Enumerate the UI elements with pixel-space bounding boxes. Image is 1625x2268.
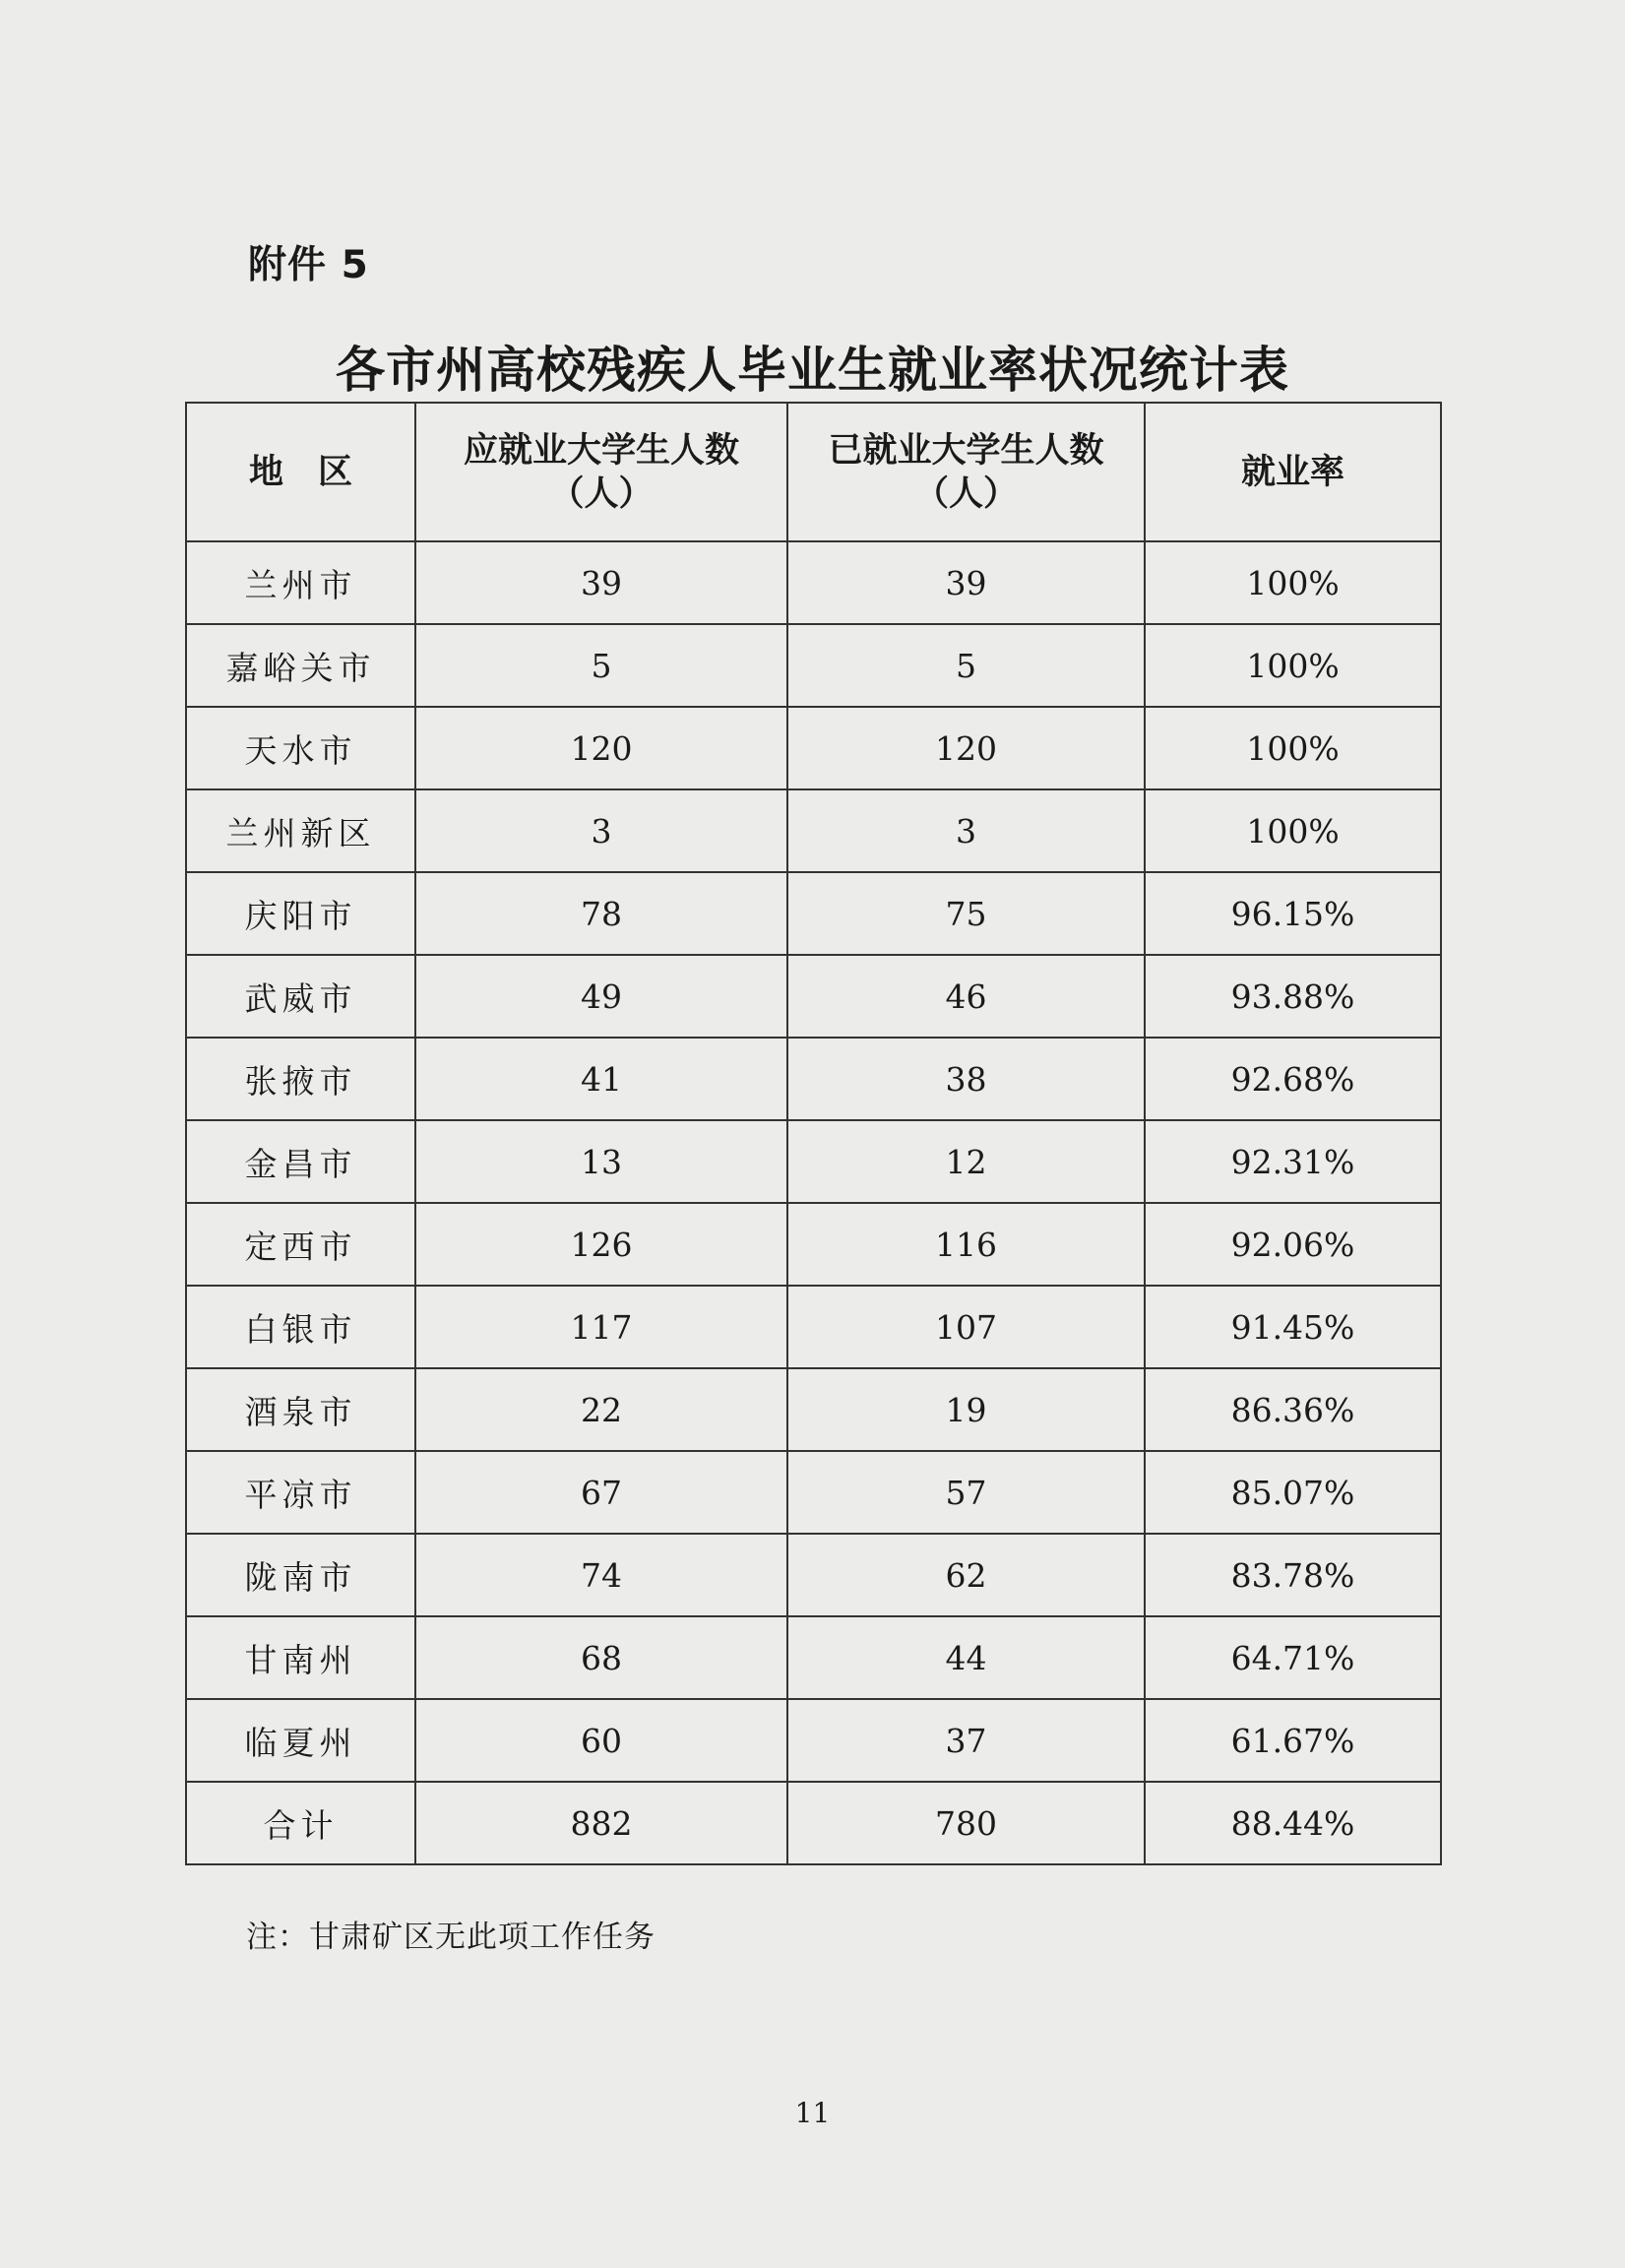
table-row	[186, 541, 1441, 624]
cell-employed: 5	[787, 624, 1145, 707]
table-row	[186, 1368, 1441, 1451]
cell-expected: 13	[415, 1120, 787, 1203]
cell-region: 张掖市	[186, 1038, 415, 1120]
cell-employed: 46	[787, 955, 1145, 1038]
table-row	[186, 955, 1441, 1038]
cell-employed: 75	[787, 872, 1145, 955]
cell-rate: 96.15%	[1145, 872, 1441, 955]
cell-region: 天水市	[186, 707, 415, 789]
cell-rate: 100%	[1145, 707, 1441, 789]
cell-rate: 93.88%	[1145, 955, 1441, 1038]
table-row	[186, 707, 1441, 789]
cell-rate: 61.67%	[1145, 1699, 1441, 1782]
cell-region: 合计	[186, 1782, 415, 1864]
cell-employed: 780	[787, 1782, 1145, 1864]
header-employed	[787, 403, 1145, 541]
cell-employed: 39	[787, 541, 1145, 624]
cell-employed: 44	[787, 1616, 1145, 1699]
table-row	[186, 1038, 1441, 1120]
employment-rate-table	[185, 402, 1442, 1865]
table-header-row	[186, 403, 1441, 541]
cell-region: 金昌市	[186, 1120, 415, 1203]
cell-expected: 78	[415, 872, 787, 955]
table-row	[186, 1451, 1441, 1534]
table-body	[186, 541, 1441, 1864]
cell-rate: 100%	[1145, 624, 1441, 707]
cell-expected: 126	[415, 1203, 787, 1286]
header-expected-line1: 应就业大学生人数	[463, 430, 739, 471]
cell-expected: 60	[415, 1699, 787, 1782]
header-employed-unit: （人）	[913, 473, 1018, 514]
table-row	[186, 1203, 1441, 1286]
table-row	[186, 1782, 1441, 1864]
table-row	[186, 1699, 1441, 1782]
cell-rate: 88.44%	[1145, 1782, 1441, 1864]
cell-rate: 92.06%	[1145, 1203, 1441, 1286]
cell-region: 武威市	[186, 955, 415, 1038]
table-row	[186, 1534, 1441, 1616]
cell-rate: 92.31%	[1145, 1120, 1441, 1203]
cell-expected: 5	[415, 624, 787, 707]
cell-rate: 92.68%	[1145, 1038, 1441, 1120]
table-row	[186, 789, 1441, 872]
header-region: 地 区	[186, 403, 415, 541]
cell-employed: 3	[787, 789, 1145, 872]
cell-expected: 67	[415, 1451, 787, 1534]
cell-rate: 91.45%	[1145, 1286, 1441, 1368]
cell-region: 陇南市	[186, 1534, 415, 1616]
header-rate: 就业率	[1145, 403, 1441, 541]
footnote: 注：甘肃矿区无此项工作任务	[246, 1920, 656, 1955]
cell-expected: 39	[415, 541, 787, 624]
cell-employed: 116	[787, 1203, 1145, 1286]
cell-expected: 68	[415, 1616, 787, 1699]
table-row	[186, 1120, 1441, 1203]
cell-employed: 12	[787, 1120, 1145, 1203]
page-title: 各市州高校残疾人毕业生就业率状况统计表	[336, 341, 1289, 399]
cell-rate: 100%	[1145, 541, 1441, 624]
cell-expected: 22	[415, 1368, 787, 1451]
cell-region: 嘉峪关市	[186, 624, 415, 707]
cell-rate: 86.36%	[1145, 1368, 1441, 1451]
cell-employed: 62	[787, 1534, 1145, 1616]
cell-expected: 117	[415, 1286, 787, 1368]
header-expected-unit: （人）	[549, 473, 654, 514]
cell-expected: 74	[415, 1534, 787, 1616]
cell-region: 庆阳市	[186, 872, 415, 955]
page-number: 11	[794, 2097, 831, 2129]
cell-rate: 100%	[1145, 789, 1441, 872]
cell-expected: 3	[415, 789, 787, 872]
cell-rate: 85.07%	[1145, 1451, 1441, 1534]
cell-expected: 120	[415, 707, 787, 789]
table-row	[186, 624, 1441, 707]
table-row	[186, 1286, 1441, 1368]
cell-employed: 120	[787, 707, 1145, 789]
table-row	[186, 872, 1441, 955]
cell-employed: 57	[787, 1451, 1145, 1534]
cell-expected: 41	[415, 1038, 787, 1120]
cell-region: 兰州市	[186, 541, 415, 624]
cell-expected: 49	[415, 955, 787, 1038]
cell-region: 酒泉市	[186, 1368, 415, 1451]
header-employed-line1: 已就业大学生人数	[828, 430, 1104, 471]
cell-region: 白银市	[186, 1286, 415, 1368]
cell-rate: 64.71%	[1145, 1616, 1441, 1699]
cell-rate: 83.78%	[1145, 1534, 1441, 1616]
header-expected	[415, 403, 787, 541]
cell-region: 甘南州	[186, 1616, 415, 1699]
cell-employed: 107	[787, 1286, 1145, 1368]
cell-region: 平凉市	[186, 1451, 415, 1534]
cell-region: 临夏州	[186, 1699, 415, 1782]
cell-employed: 19	[787, 1368, 1145, 1451]
attachment-label: 附件 5	[248, 243, 369, 287]
cell-employed: 37	[787, 1699, 1145, 1782]
cell-region: 兰州新区	[186, 789, 415, 872]
cell-employed: 38	[787, 1038, 1145, 1120]
cell-expected: 882	[415, 1782, 787, 1864]
table-row	[186, 1616, 1441, 1699]
cell-region: 定西市	[186, 1203, 415, 1286]
